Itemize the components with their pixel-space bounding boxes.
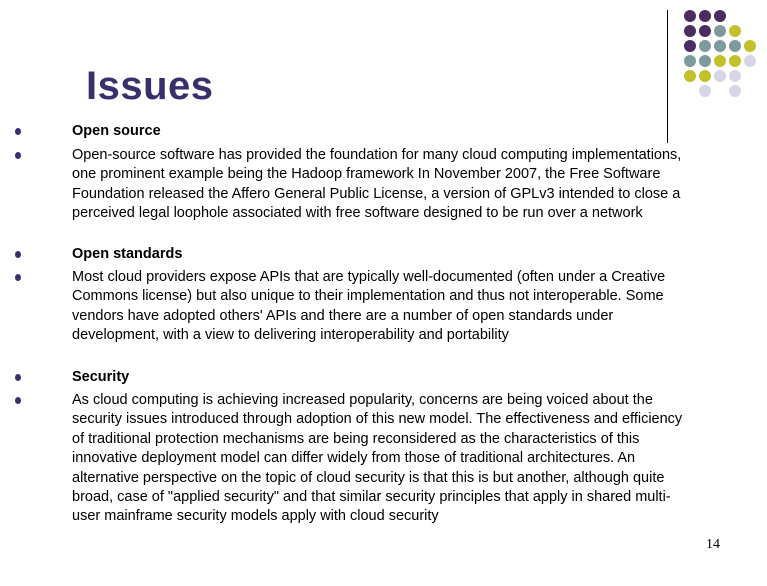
slide-title: Issues xyxy=(86,64,214,108)
bullet-heading-security: Security xyxy=(72,369,130,385)
bullet-item xyxy=(72,391,692,527)
bullet-item xyxy=(72,368,692,387)
bullet-icon xyxy=(15,374,21,381)
bullet-heading-open-source: Open source xyxy=(72,123,161,139)
bullet-icon xyxy=(15,397,21,404)
bullet-item xyxy=(72,245,692,264)
bullet-text-open-source: Open-source software has provided the foundation for many cloud computing implementations, one prominent example being the Hadoop framework In November 2007, the Free Software Foundation released the Affero General Public License, a version of GPLv3 intended to close a perceived legal loophole associated with free software designed to be run over a network xyxy=(72,147,682,222)
bullet-text-open-standards: Most cloud providers expose APIs that are typically well-documented (often under a Creative Commons license) but also unique to their implementation and thus not interoperable. Some vendors have adopted others' APIs and there are a number of open standards under development, with a view to delivering interoperability and portability xyxy=(72,269,666,344)
bullet-heading-open-standards: Open standards xyxy=(72,246,183,262)
bullet-item xyxy=(72,146,692,224)
bullet-text-security: As cloud computing is achieving increased popularity, concerns are being voiced about the security issues introduced through adoption of this new model. The effectiveness and efficiency of traditional protection mechanisms are being reconsidered as the characteristics of this innovative deployment model can differ widely from those of traditional architectures. An alternative perspective on the topic of cloud security is that this is but another, although quite broad, case of "applied security" and that similar security principles that apply in shared multi-user mainframe security models apply with cloud security xyxy=(72,392,683,525)
bullet-icon xyxy=(15,152,21,159)
bullet-item xyxy=(72,268,692,346)
page-number: 14 xyxy=(706,537,720,552)
bullet-icon xyxy=(15,251,21,258)
bullet-item xyxy=(72,122,692,141)
bullet-icon xyxy=(15,274,21,281)
bullet-icon xyxy=(15,128,21,135)
